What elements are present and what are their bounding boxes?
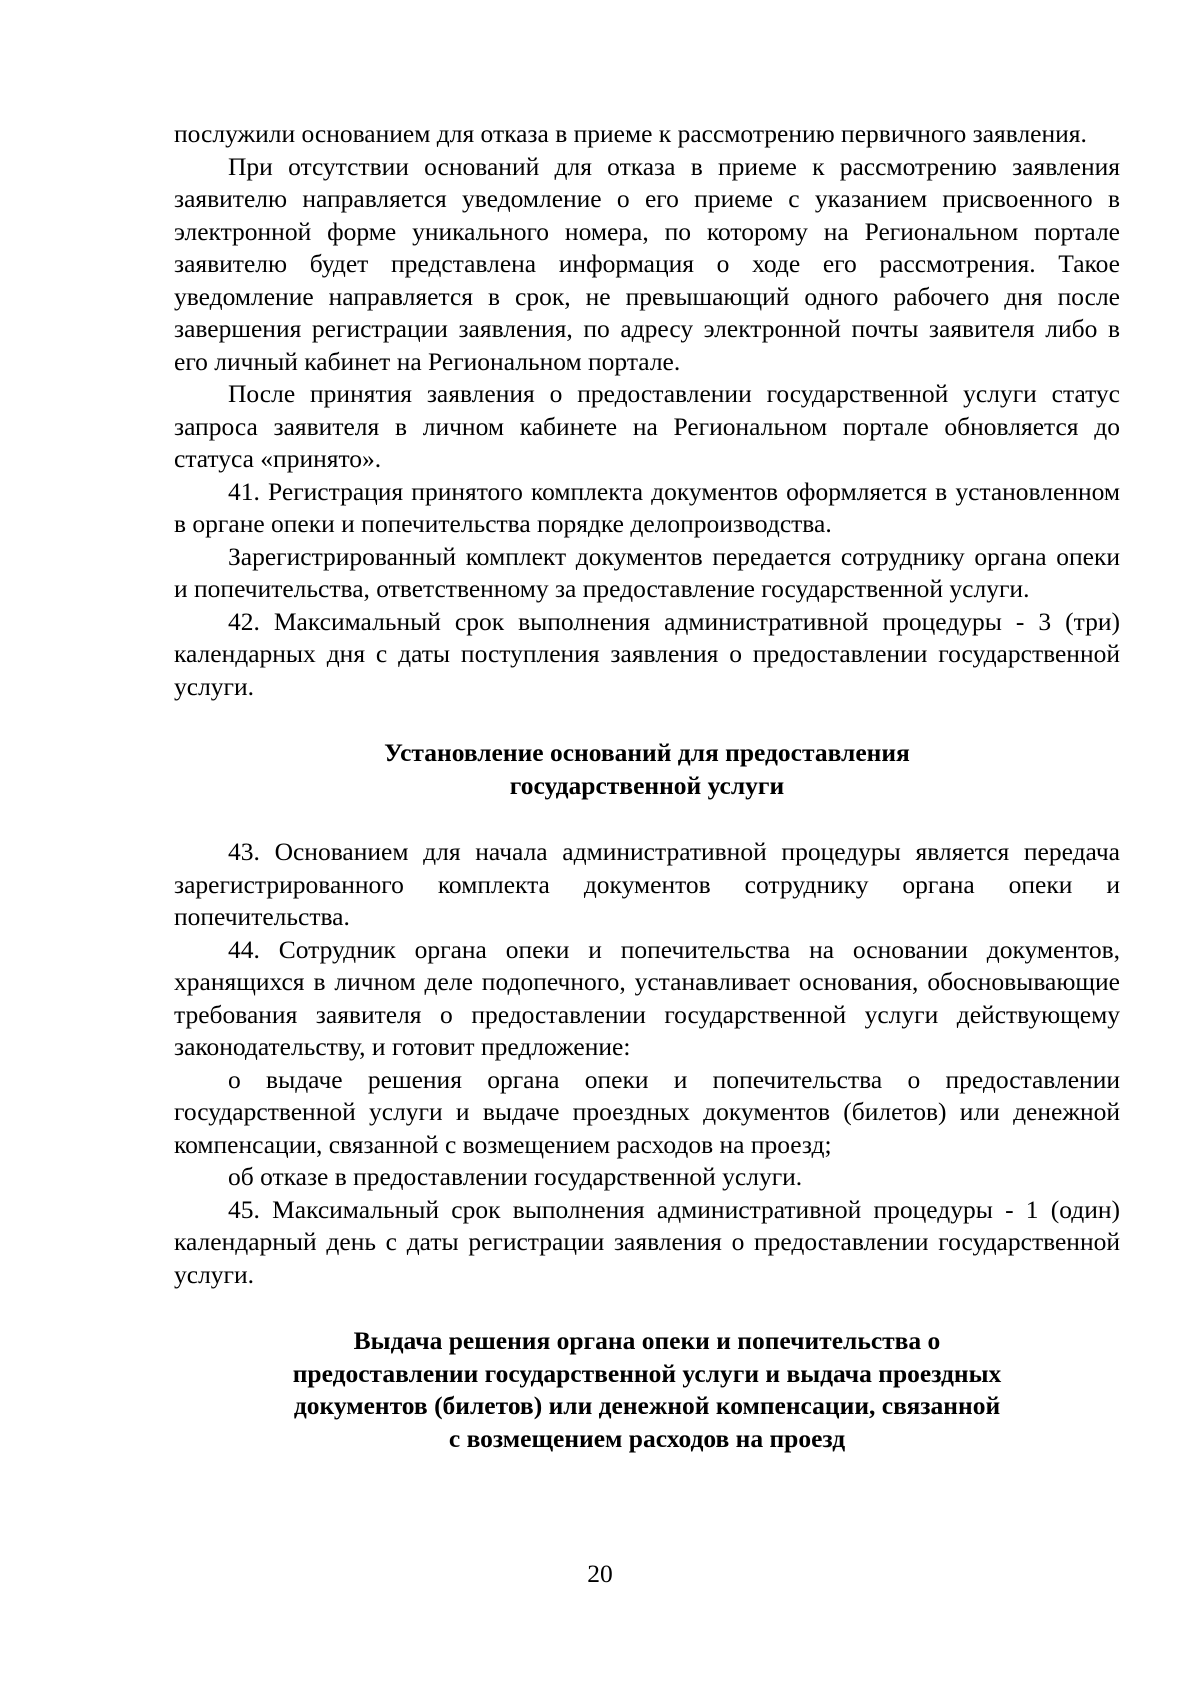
paragraph-proposal-grant: о выдаче решения органа опеки и попечительства о предоставлении государственной услуги и выдаче проездных документов (билетов) или денежной компенсации, связанной с возмещением расходов на проезд; bbox=[174, 1064, 1120, 1159]
paragraph-status-update: После принятия заявления о предоставлении государственной услуги статус запроса заявителя в личном кабинете на Региональном портале обновляется до статуса «принято». bbox=[174, 379, 1120, 473]
paragraph-proposal-refusal: об отказе в предоставлении государственной услуги. bbox=[228, 1162, 803, 1191]
section-heading-decision-issuance bbox=[174, 1325, 1120, 1455]
paragraph-item-42: 42. Максимальный срок выполнения административной процедуры - 3 (три) календарных дня с даты поступления заявления о предоставлении государственной услуги. bbox=[174, 606, 1120, 701]
paragraph-acceptance-notification: При отсутствии оснований для отказа в приеме к рассмотрению заявления заявителю направляется уведомление о его приеме с указанием присвоенного в электронной форме уникального номера, по которому на Региональном портале заявителю будет представлена информация о ходе его рассмотрения. Такое уведомление направляется в срок, не превышающий одного рабочего дня после завершения регистрации заявления, по адресу электронной почты заявителя либо в его личный кабинет на Региональном портале. bbox=[174, 151, 1120, 376]
paragraph-item-44: 44. Сотрудник органа опеки и попечительства на основании документов, хранящихся в личном деле подопечного, устанавливает основания, обосновывающие требования заявителя о предоставлении государственной услуги действующему законодательству, и готовит предложение: bbox=[174, 934, 1120, 1061]
paragraph-item-43: 43. Основанием для начала административной процедуры является передача зарегистрированного комплекта документов сотруднику органа опеки и попечительства. bbox=[174, 837, 1120, 931]
section-heading-decision-line-3: документов (билетов) или денежной компенсации, связанной bbox=[293, 1391, 1001, 1420]
section-heading-grounds-line-2: государственной услуги bbox=[509, 770, 785, 800]
document-page bbox=[174, 118, 1120, 1455]
paragraph-item-41: 41. Регистрация принятого комплекта документов оформляется в установленном в органе опеки и попечительства порядке делопроизводства. bbox=[174, 476, 1120, 538]
page-number: 20 bbox=[587, 1559, 613, 1588]
section-heading-decision-line-2: предоставлении государственной услуги и выдача проездных bbox=[292, 1358, 1002, 1388]
section-heading-grounds bbox=[174, 737, 1120, 802]
section-heading-decision-line-1: Выдача решения органа опеки и попечительства о bbox=[353, 1326, 941, 1355]
paragraph-item-45: 45. Максимальный срок выполнения административной процедуры - 1 (один) календарный день с даты регистрации заявления о предоставлении государственной услуги. bbox=[174, 1194, 1120, 1289]
paragraph-refusal-continuation: послужили основанием для отказа в приеме к рассмотрению первичного заявления. bbox=[174, 119, 1087, 148]
section-heading-decision-line-4: с возмещением расходов на проезд bbox=[448, 1423, 846, 1453]
section-heading-grounds-line-1: Установление оснований для предоставления bbox=[384, 738, 910, 767]
paragraph-registered-set: Зарегистрированный комплект документов передается сотруднику органа опеки и попечительства, ответственному за предоставление государственной услуги. bbox=[174, 541, 1120, 603]
